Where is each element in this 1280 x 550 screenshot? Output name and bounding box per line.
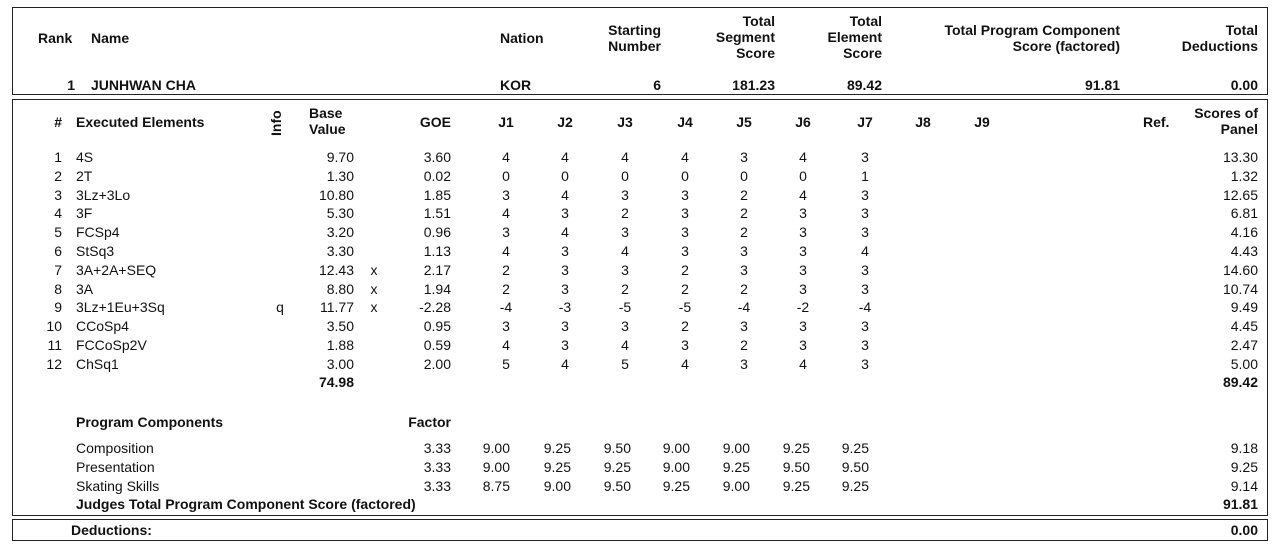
- element-panel-score: 1.32: [1230, 167, 1258, 184]
- element-judge-score-j5: 3: [740, 318, 748, 335]
- deductions-label: Deductions:: [71, 522, 152, 538]
- element-name: ChSq1: [76, 355, 119, 372]
- element-goe: 0.02: [423, 167, 451, 184]
- total-segment-score-label: Total Segment Score: [715, 13, 775, 61]
- element-base-value: 3.50: [326, 318, 354, 335]
- component-panel-score: 9.14: [1230, 478, 1258, 494]
- element-judge-score-j5: 3: [740, 149, 748, 165]
- element-judge-score-j1: 4: [502, 337, 510, 353]
- element-name: StSq3: [76, 243, 115, 259]
- element-judge-score-j1: 4: [502, 205, 510, 222]
- col-header-j5: J5: [736, 114, 752, 130]
- component-judge-score-j1: 9.00: [482, 440, 510, 456]
- col-header-j4: J4: [677, 114, 693, 130]
- element-bonus-mark: x: [370, 299, 378, 316]
- element-base-value: 1.88: [326, 337, 354, 353]
- element-judge-score-j2: 4: [561, 186, 569, 203]
- total-segment-score-value: 181.23: [732, 77, 775, 93]
- element-judge-score-j7: 3: [861, 337, 869, 353]
- component-judge-score-j3: 9.50: [603, 478, 631, 494]
- nation-label: Nation: [500, 30, 544, 46]
- element-base-value: 5.30: [326, 205, 354, 222]
- col-header-j6: J6: [795, 114, 811, 130]
- starting-number-label: Starting Number: [608, 22, 661, 54]
- element-judge-score-j3: 4: [621, 149, 629, 165]
- element-judge-score-j6: 3: [799, 280, 807, 297]
- element-number: 2: [54, 167, 62, 184]
- element-judge-score-j2: -3: [558, 299, 572, 316]
- element-name: 2T: [76, 167, 93, 184]
- element-goe: 2.00: [423, 355, 451, 372]
- component-panel-score: 9.25: [1230, 459, 1258, 475]
- component-factor: 3.33: [423, 478, 451, 494]
- element-number: 1: [54, 149, 62, 165]
- component-judge-score-j6: 9.25: [782, 478, 810, 494]
- element-goe: 0.96: [423, 224, 451, 241]
- element-judge-score-j3: 4: [621, 337, 629, 353]
- element-judge-score-j5: 3: [740, 355, 748, 372]
- element-goe: 1.13: [423, 243, 451, 259]
- element-name: 4S: [76, 149, 94, 165]
- element-judge-score-j7: 3: [861, 149, 869, 165]
- element-bonus-mark: x: [370, 261, 378, 278]
- element-judge-score-j3: 2: [621, 280, 629, 297]
- element-judge-score-j5: 2: [740, 280, 748, 297]
- component-judge-score-j5: 9.25: [722, 459, 750, 475]
- component-judge-score-j3: 9.25: [603, 459, 631, 475]
- element-goe: 0.95: [423, 318, 451, 335]
- element-judge-score-j2: 0: [561, 167, 569, 184]
- component-factor: 3.33: [423, 459, 451, 475]
- element-judge-score-j6: 3: [799, 243, 807, 259]
- element-judge-score-j4: -5: [678, 299, 692, 316]
- element-judge-score-j3: 2: [621, 205, 629, 222]
- nation-value: KOR: [500, 77, 532, 93]
- element-base-value: 3.30: [326, 243, 354, 259]
- element-judge-score-j3: 4: [621, 243, 629, 259]
- element-judge-score-j1: -4: [499, 299, 513, 316]
- element-judge-score-j7: 3: [861, 186, 869, 203]
- component-judge-score-j7: 9.25: [841, 478, 869, 494]
- component-factor: 3.33: [423, 440, 451, 456]
- element-judge-score-j4: 2: [681, 318, 689, 335]
- elements-score-total: 89.42: [1222, 374, 1258, 390]
- element-goe: -2.28: [419, 299, 451, 316]
- element-judge-score-j7: -4: [858, 299, 872, 316]
- components-total-score: 91.81: [1222, 496, 1258, 512]
- element-judge-score-j3: 3: [621, 261, 629, 278]
- component-judge-score-j1: 9.00: [482, 459, 510, 475]
- element-base-value: 3.00: [326, 355, 354, 372]
- element-judge-score-j2: 3: [561, 280, 569, 297]
- element-judge-score-j2: 3: [561, 318, 569, 335]
- element-name: 3Lz+3Lo: [76, 186, 131, 203]
- element-judge-score-j5: 2: [740, 337, 748, 353]
- element-panel-score: 10.74: [1222, 280, 1258, 297]
- element-judge-score-j6: 4: [799, 186, 807, 203]
- element-judge-score-j3: 3: [621, 224, 629, 241]
- element-judge-score-j7: 3: [861, 355, 869, 372]
- base-value-total: 74.98: [318, 374, 354, 390]
- program-components-title: Program Components: [76, 414, 224, 430]
- element-number: 4: [54, 205, 62, 222]
- element-panel-score: 2.47: [1230, 337, 1258, 353]
- element-judge-score-j5: 3: [740, 261, 748, 278]
- element-judge-score-j5: 0: [740, 167, 748, 184]
- element-judge-score-j5: 2: [740, 205, 748, 222]
- component-name: Composition: [76, 440, 154, 456]
- element-goe: 3.60: [423, 149, 451, 165]
- element-number: 10: [46, 318, 62, 335]
- element-judge-score-j2: 4: [561, 224, 569, 241]
- component-judge-score-j6: 9.50: [782, 459, 810, 475]
- rank-label: Rank: [38, 30, 73, 46]
- element-name: 3F: [76, 205, 93, 222]
- element-judge-score-j2: 4: [561, 149, 569, 165]
- element-judge-score-j6: 3: [799, 224, 807, 241]
- element-judge-score-j6: 3: [799, 318, 807, 335]
- element-panel-score: 9.49: [1230, 299, 1258, 316]
- element-name: 3A: [76, 280, 94, 297]
- element-base-value: 3.20: [326, 224, 354, 241]
- starting-number-value: 6: [653, 77, 661, 93]
- element-judge-score-j4: 3: [681, 243, 689, 259]
- element-name: FCSp4: [76, 224, 120, 241]
- element-judge-score-j7: 4: [861, 243, 869, 259]
- total-program-component-label: Total Program Component Score (factored): [944, 22, 1120, 54]
- element-number: 7: [54, 261, 62, 278]
- element-judge-score-j1: 4: [502, 243, 510, 259]
- element-goe: 1.51: [423, 205, 451, 222]
- element-judge-score-j5: 2: [740, 186, 748, 203]
- element-panel-score: 14.60: [1222, 261, 1258, 278]
- element-panel-score: 4.45: [1230, 318, 1258, 335]
- element-judge-score-j7: 3: [861, 224, 869, 241]
- factor-label: Factor: [408, 414, 451, 430]
- element-judge-score-j2: 3: [561, 243, 569, 259]
- total-element-score-value: 89.42: [846, 77, 882, 93]
- element-judge-score-j2: 3: [561, 337, 569, 353]
- element-name: 3A+2A+SEQ: [76, 261, 157, 278]
- element-judge-score-j3: -5: [618, 299, 632, 316]
- element-judge-score-j7: 1: [861, 167, 869, 184]
- deductions-value: 0.00: [1230, 522, 1258, 538]
- element-judge-score-j3: 3: [621, 186, 629, 203]
- element-judge-score-j3: 0: [621, 167, 629, 184]
- element-judge-score-j4: 3: [681, 186, 689, 203]
- component-judge-score-j4: 9.00: [662, 440, 690, 456]
- element-judge-score-j7: 3: [861, 280, 869, 297]
- name-label: Name: [91, 30, 130, 46]
- element-judge-score-j1: 2: [502, 261, 510, 278]
- element-judge-score-j4: 3: [681, 205, 689, 222]
- element-judge-score-j4: 2: [681, 280, 689, 297]
- col-header-executed-elements: Executed Elements: [76, 114, 205, 130]
- element-number: 6: [54, 243, 62, 259]
- component-judge-score-j1: 8.75: [482, 478, 510, 494]
- components-total-label: Judges Total Program Component Score (factored): [76, 496, 416, 512]
- element-judge-score-j6: 3: [799, 261, 807, 278]
- element-goe: 0.59: [423, 337, 451, 353]
- col-header-j2: J2: [557, 114, 573, 130]
- element-base-value: 10.80: [318, 186, 354, 203]
- element-number: 11: [47, 337, 62, 353]
- col-header-j1: J1: [498, 114, 514, 130]
- element-goe: 1.85: [423, 186, 451, 203]
- element-panel-score: 5.00: [1230, 355, 1258, 372]
- element-base-value: 1.30: [326, 167, 354, 184]
- component-judge-score-j2: 9.25: [543, 459, 571, 475]
- component-panel-score: 9.18: [1230, 440, 1258, 456]
- total-deductions-value: 0.00: [1230, 77, 1258, 93]
- component-judge-score-j2: 9.25: [543, 440, 571, 456]
- element-panel-score: 4.16: [1230, 224, 1258, 241]
- element-panel-score: 13.30: [1222, 149, 1258, 165]
- element-judge-score-j1: 3: [502, 186, 510, 203]
- element-judge-score-j4: 0: [681, 167, 689, 184]
- total-deductions-label: Total Deductions: [1181, 22, 1258, 54]
- component-judge-score-j7: 9.25: [841, 440, 869, 456]
- component-judge-score-j4: 9.25: [662, 478, 690, 494]
- element-judge-score-j7: 3: [861, 318, 869, 335]
- element-judge-score-j4: 4: [681, 355, 689, 372]
- element-judge-score-j3: 3: [621, 318, 629, 335]
- element-judge-score-j7: 3: [861, 261, 869, 278]
- col-header-info: Info: [268, 110, 284, 136]
- element-bonus-mark: x: [370, 280, 378, 297]
- element-judge-score-j2: 3: [561, 261, 569, 278]
- element-panel-score: 12.65: [1222, 186, 1258, 203]
- element-info: q: [276, 299, 284, 316]
- element-judge-score-j1: 3: [502, 224, 510, 241]
- total-element-score-label: Total Element Score: [827, 13, 882, 61]
- element-judge-score-j1: 0: [502, 167, 510, 184]
- element-judge-score-j6: 0: [799, 167, 807, 184]
- col-header-j8: J8: [915, 114, 931, 130]
- element-judge-score-j6: 3: [799, 205, 807, 222]
- component-judge-score-j2: 9.00: [543, 478, 571, 494]
- element-judge-score-j1: 4: [502, 149, 510, 165]
- element-base-value: 9.70: [326, 149, 354, 165]
- col-header-goe: GOE: [419, 114, 451, 130]
- component-judge-score-j4: 9.00: [662, 459, 690, 475]
- col-header-j7: J7: [857, 114, 873, 130]
- element-judge-score-j2: 4: [561, 355, 569, 372]
- element-judge-score-j6: -2: [796, 299, 810, 316]
- element-goe: 2.17: [423, 261, 451, 278]
- col-header-number: #: [54, 114, 62, 130]
- col-header-base-value: Base Value: [309, 105, 346, 137]
- element-number: 9: [54, 299, 62, 316]
- element-judge-score-j4: 3: [681, 337, 689, 353]
- element-judge-score-j6: 3: [799, 337, 807, 353]
- element-judge-score-j4: 2: [681, 261, 689, 278]
- element-base-value: 11.77: [320, 299, 354, 316]
- element-judge-score-j4: 3: [681, 224, 689, 241]
- element-number: 8: [54, 280, 62, 297]
- element-judge-score-j5: 3: [740, 243, 748, 259]
- element-judge-score-j1: 2: [502, 280, 510, 297]
- element-name: 3Lz+1Eu+3Sq: [76, 299, 165, 316]
- element-judge-score-j4: 4: [681, 149, 689, 165]
- element-name: CCoSp4: [76, 318, 129, 335]
- element-name: FCCoSp2V: [76, 337, 147, 353]
- total-program-component-value: 91.81: [1084, 77, 1120, 93]
- element-judge-score-j3: 5: [621, 355, 629, 372]
- element-judge-score-j1: 5: [502, 355, 510, 372]
- component-judge-score-j7: 9.50: [841, 459, 869, 475]
- component-judge-score-j5: 9.00: [722, 478, 750, 494]
- element-panel-score: 6.81: [1230, 205, 1258, 222]
- element-number: 3: [54, 186, 62, 203]
- element-judge-score-j7: 3: [861, 205, 869, 222]
- element-goe: 1.94: [423, 280, 451, 297]
- element-base-value: 12.43: [318, 261, 354, 278]
- skater-name: JUNHWAN CHA: [91, 77, 196, 93]
- element-judge-score-j2: 3: [561, 205, 569, 222]
- element-judge-score-j5: -4: [737, 299, 751, 316]
- element-judge-score-j6: 4: [799, 149, 807, 165]
- rank-value: 1: [67, 77, 75, 93]
- col-header-j9: J9: [974, 114, 990, 130]
- component-judge-score-j5: 9.00: [722, 440, 750, 456]
- col-header-scores-of-panel: Scores of Panel: [1194, 105, 1258, 137]
- component-judge-score-j3: 9.50: [603, 440, 631, 456]
- col-header-j3: J3: [617, 114, 633, 130]
- component-name: Presentation: [76, 459, 155, 475]
- component-judge-score-j6: 9.25: [782, 440, 810, 456]
- element-judge-score-j6: 4: [799, 355, 807, 372]
- element-panel-score: 4.43: [1230, 243, 1258, 259]
- deductions-box: [12, 519, 1268, 541]
- element-base-value: 8.80: [326, 280, 354, 297]
- component-name: Skating Skills: [76, 478, 160, 494]
- col-header-ref: Ref.: [1143, 114, 1170, 130]
- element-judge-score-j5: 2: [740, 224, 748, 241]
- element-judge-score-j1: 3: [502, 318, 510, 335]
- element-number: 5: [54, 224, 62, 241]
- element-number: 12: [46, 355, 62, 372]
